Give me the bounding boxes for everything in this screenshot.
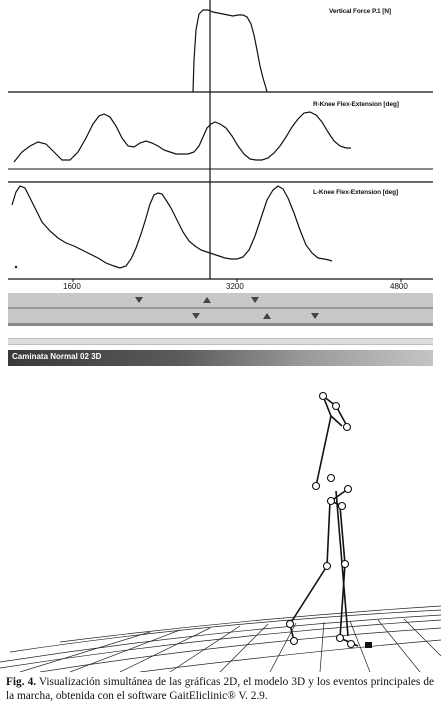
figure-label: Fig. 4. <box>6 676 37 688</box>
view3d-scene[interactable] <box>0 366 441 672</box>
timeline-divider <box>8 307 433 309</box>
view3d-titlebar[interactable] <box>8 350 433 366</box>
panel-separator <box>8 338 433 345</box>
event-marker-down-icon[interactable] <box>311 313 319 319</box>
figure-caption-text: Visualización simultánea de las gráficas 2D, el modelo 3D y los eventos principales de la marcha, obtenida con el software GaitEliclinic® V. 2.9. <box>6 676 434 703</box>
event-marker-up-icon[interactable] <box>263 313 271 319</box>
force-plate-marker <box>365 642 372 648</box>
event-marker-down-icon[interactable] <box>251 297 259 303</box>
trace-start-dot <box>15 266 17 268</box>
skeleton-model <box>290 396 358 646</box>
r-knee-label: R-Knee Flex-Extension [deg] <box>313 101 399 108</box>
event-marker-up-icon[interactable] <box>203 297 211 303</box>
plots-panel <box>0 0 441 300</box>
time-tick-3200: 3200 <box>226 282 244 291</box>
timeline-bottom-edge <box>8 323 433 326</box>
skeleton-joints <box>287 393 355 648</box>
r-knee-trace <box>14 112 351 162</box>
figure-caption <box>6 675 434 704</box>
time-axis-ticks <box>0 279 441 284</box>
events-track-2[interactable] <box>8 309 433 323</box>
floor-grid <box>0 606 441 672</box>
l-knee-label: L-Knee Flex-Extension [deg] <box>313 189 399 196</box>
time-tick-4800: 4800 <box>390 282 408 291</box>
events-track-1[interactable] <box>8 293 433 307</box>
event-marker-down-icon[interactable] <box>135 297 143 303</box>
event-marker-down-icon[interactable] <box>192 313 200 319</box>
l-knee-trace <box>12 186 332 268</box>
view3d-title: Caminata Normal 02 3D <box>12 352 102 361</box>
time-tick-1600: 1600 <box>63 282 81 291</box>
vertical-force-trace <box>193 10 267 92</box>
vertical-force-label: Vertical Force P.1 [N] <box>329 8 391 15</box>
